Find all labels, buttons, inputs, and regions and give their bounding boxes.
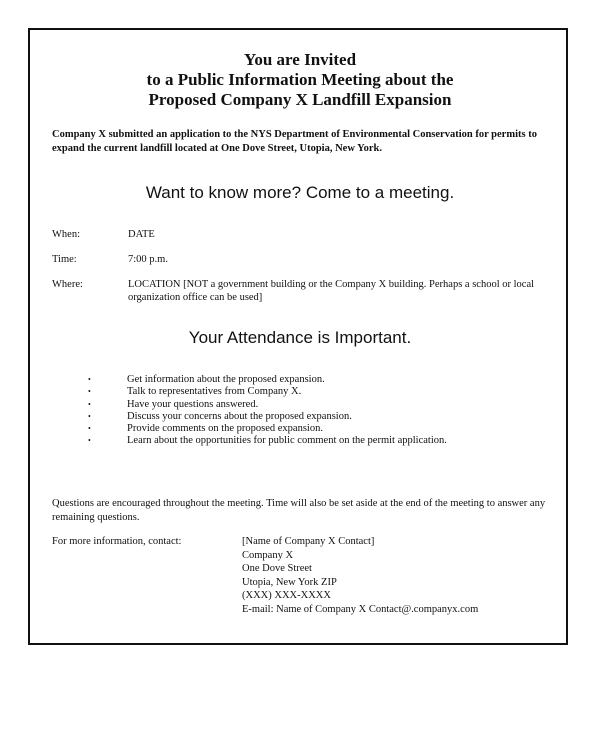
bullet-icon: •	[88, 387, 91, 397]
list-item-text: Provide comments on the proposed expansion.	[127, 423, 323, 435]
time-label: Time:	[52, 254, 77, 265]
list-item-text: Get information about the proposed expansion.	[127, 374, 325, 385]
invitation-heading-line-2: to a Public Information Meeting about the	[146, 70, 454, 89]
list-item-text: Talk to representatives from Company X.	[127, 386, 302, 398]
list-item-text: Learn about the opportunities for public comment on the permit application.	[127, 435, 447, 447]
contact-company: Company X	[242, 549, 294, 561]
attendance-subheading: Your Attendance is Important.	[188, 328, 412, 347]
list-item	[88, 423, 468, 435]
reasons-list	[88, 374, 468, 448]
contact-details	[242, 535, 562, 616]
list-item	[88, 435, 468, 447]
when-value: DATE	[128, 229, 155, 240]
bullet-icon: •	[88, 399, 91, 409]
list-item-text: Discuss your concerns about the proposed expansion.	[127, 410, 352, 422]
list-item	[88, 374, 468, 386]
bullet-icon: •	[88, 436, 91, 446]
meeting-subheading: Want to know more? Come to a meeting.	[145, 183, 455, 202]
contact-city: Utopia, New York ZIP	[242, 576, 337, 588]
bullet-icon: •	[88, 411, 91, 421]
list-item	[88, 399, 468, 411]
when-label: When:	[52, 229, 80, 240]
contact-street: One Dove Street	[242, 563, 312, 574]
questions-paragraph: Questions are encouraged throughout the meeting. Time will also be set aside at the end of the meeting to answer any remaining questions.	[52, 498, 546, 523]
intro-paragraph: Company X submitted an application to the NYS Department of Environmental Conservation for permits to expand the current landfill located at One Dove Street, Utopia, New York.	[52, 129, 537, 154]
invitation-heading-line-3: Proposed Company X Landfill Expansion	[148, 90, 452, 109]
contact-label: For more information, contact:	[52, 536, 182, 547]
invitation-heading-line-1: You are Invited	[243, 50, 357, 69]
bullet-icon: •	[88, 424, 91, 434]
list-item-text: Have your questions answered.	[127, 398, 259, 410]
contact-email: E-mail: Name of Company X Contact@.companyx.com	[242, 603, 479, 615]
list-item	[88, 386, 468, 398]
where-label: Where:	[52, 279, 83, 290]
where-value: LOCATION [NOT a government building or the Company X building. Perhaps a school or local organization office can be used]	[128, 279, 535, 303]
bullet-icon: •	[88, 375, 91, 384]
contact-name: [Name of Company X Contact]	[242, 536, 375, 547]
time-value: 7:00 p.m.	[128, 254, 168, 265]
contact-phone: (XXX) XXX-XXXX	[242, 590, 331, 601]
list-item	[88, 411, 468, 423]
